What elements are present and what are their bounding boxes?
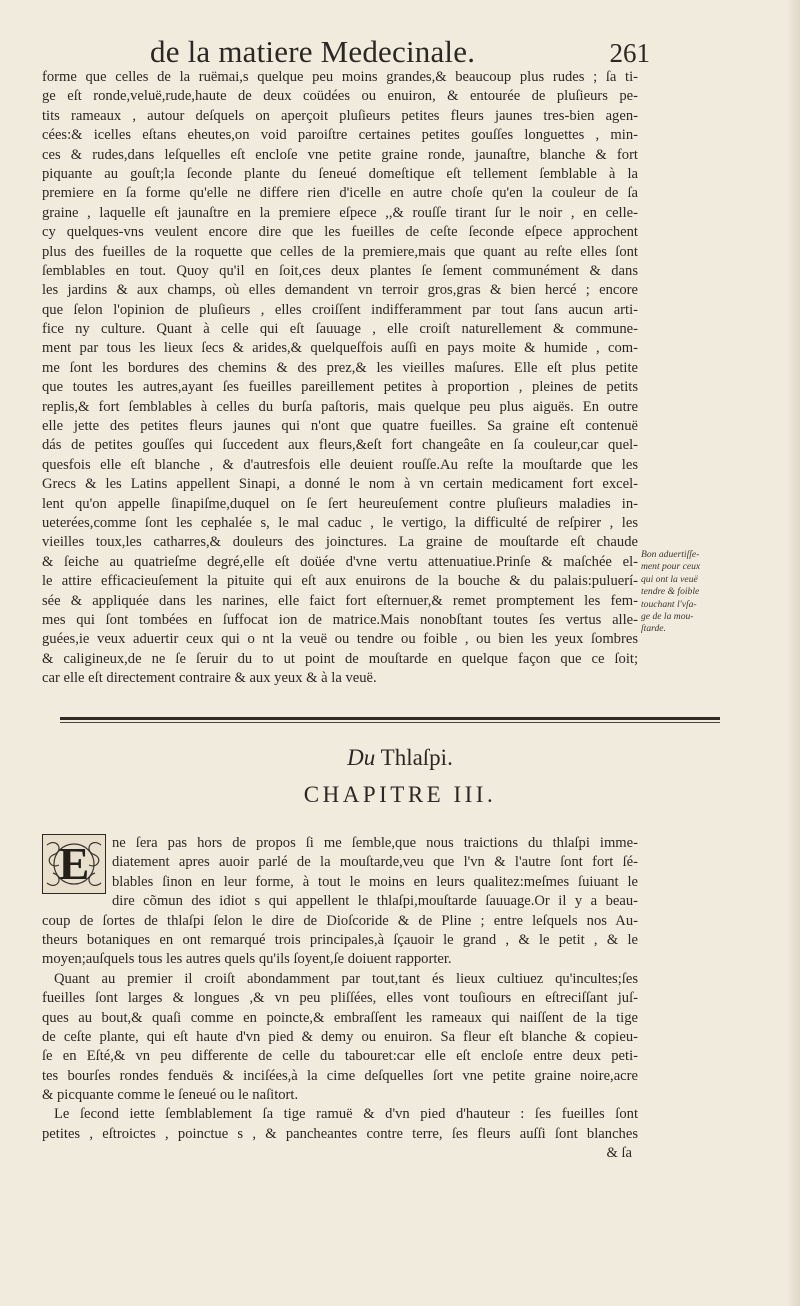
text-line: dire cõmun des idiot s qui appellent le thlaſpi,mouſtarde ſauuage.Or il y a beau- (112, 893, 638, 910)
text-line: ces & rudes,dans leſquelles eſt encloſe vne petite graine ronde, jaunaſtre, blanche & fort (42, 146, 638, 163)
margin-note (641, 549, 721, 636)
text-line: car elle eſt directement contraire & aux yeux & à la veuë. (42, 670, 377, 687)
section-divider (60, 712, 720, 726)
text-line: fice ny culture. Quant à celle qui eſt ſauuage , elle croiſt naturellement & commune- (42, 321, 638, 338)
running-title: de la matiere Medecinale. (150, 34, 476, 69)
margin-note-line: qui ont la veuë (641, 573, 698, 585)
text-line: sée & appliquée dans les narines, elle faict fort eſternuer,& remet promptement les fem- (42, 592, 638, 609)
text-line: vieilles toux,les catharres,& douleurs des joinctures. La graine de mouſtarde eſt chaude (42, 534, 638, 551)
margin-note-line: touchant l'vſa- (641, 598, 697, 610)
divider-thin-rule (60, 722, 720, 723)
text-line: Quant au premier il croiſt abondamment par tout,tant és lieux cultiuez qu'incultes;ſes (54, 970, 638, 987)
margin-note-line: Bon aduertiſſe- (641, 549, 700, 560)
text-line: forme que celles de la ruëmai,s quelque peu moins grandes,& beaucoup plus rudes ; ſa ti- (42, 69, 638, 85)
page-number: 261 (609, 38, 650, 68)
text-line: me ſont les bordures des chemins & des prez,& les vieilles maſures. Elle eſt plus petite (42, 359, 638, 376)
section-title-text: Thlaſpi. (380, 745, 453, 770)
text-line: que ſelon l'opinion de pluſieurs , elles croiſſent indifferamment par tout ſans aucun arti- (42, 301, 638, 318)
margin-note-line: ſtarde. (641, 623, 666, 635)
text-line: graine , laquelle eſt jaunaſtre en la premiere eſpece ,,& rouſſe tirant ſur le noir , en celle- (42, 204, 638, 221)
text-line: piquante au gouſt;la ſeconde plante du ſeneué domeſtique eſt tellement ſemblable à la (42, 165, 638, 182)
text-line: ne ſera pas hors de propos ſi me ſemble,que nous traictions du thlaſpi imme- (112, 835, 638, 851)
page-edge-shadow (786, 0, 800, 1306)
margin-note-line: ge de la mou- (641, 611, 694, 623)
text-line: ſemblables en tout. Quoy qu'il en ſoit,ces deux plantes ſe ſement communément & dans (42, 262, 638, 279)
text-line: lent qu'on appelle ſinapiſme,duquel on ſe ſert heureuſement contre pluſieurs maladies in- (42, 495, 638, 512)
text-line: Le ſecond iette ſemblablement ſa tige ramuë & d'vn pied d'hauteur : ſes fueilles ſont (54, 1106, 638, 1123)
text-line: cy quelques-vns veulent encore dire que les fueilles de ceſte ſeconde eſpece approchent (42, 224, 638, 241)
text-line: le attire efficacieuſement la pituite qui eſt aux enuirons de la bouche & du palais:puluerí- (42, 573, 638, 590)
text-line: plus des fueilles de la roquette que celles de la premiere,mais que quant au reſte elles ſont (42, 243, 638, 260)
text-line: ge eſt ronde,veluë,rude,haute de deux coüdées ou enuiron, & entourée de pluſieurs pe- (42, 88, 638, 105)
text-line: diatement apres auoir parlé de la mouſtarde,veu que l'vn & l'autre ſont fort ſé- (112, 854, 638, 871)
section-title-prefix: Du (347, 745, 376, 770)
text-line: les jardins & aux champs, où elles demandent vn terroir gros,gras & bien hercé ; encore (42, 282, 638, 299)
text-line: ment par tous les lieux ſecs & arides,& quelqueſfois auſſi en pays moite & humide , com- (42, 340, 638, 357)
text-line: quesfois elle eſt blanche , & d'autresfois elle deuient rouſſe.Au reſte la mouſtarde que les (42, 456, 638, 473)
text-line: petites , eſtroictes , poinctue s , & pancheantes contre terre, ſes fleurs auſſi ſont blanches (42, 1125, 638, 1142)
text-line: ques au bout,& quaſi comme en poincte,& embraſſent les rameaux qui naiſſent de la tige (42, 1009, 638, 1026)
text-line: elle jette des petites fleurs jaunes qui n'ont que quatre fueilles. Sa graine eſt contenuë (42, 418, 638, 435)
text-line: fueilles ſont larges & longues ,& vn peu pliſſées, elles vont touſiours en eſtreciſſant juſ- (42, 990, 638, 1007)
text-line: dás de petites gouſſes qui ſuccedent aux fleurs,&eſt fort changeâte en ſa couleur,car quel- (42, 437, 638, 454)
catchword: & ſa (606, 1145, 632, 1162)
text-line: cées:& icelles eſtans eheutes,on void paroiſtre certaines petites gouſſes longuettes , min- (42, 127, 638, 144)
text-line: premiere en ſa forme qu'elle ne differe rien d'icelle en autre choſe qu'en la couleur de ſa (42, 185, 638, 202)
text-line: de ceſte plante, qui eſt haute d'vn pied & demy ou enuiron. Sa fleur eſt blanche & copieu- (42, 1028, 638, 1045)
body-text-chapter (42, 834, 638, 1164)
text-line: mes qui ſont tombées en ſuffocat ion de matrice.Mais nonobſtant toutes ſes vertus alle- (42, 611, 638, 628)
text-line: tits rameaux , autour deſquels on aperçoit pluſieurs petites fleurs jaunes tres-bien agen- (42, 107, 638, 124)
body-text-top (42, 68, 638, 689)
text-line: tes bourſes rondes fenduës & inciſées,à la cime deſquelles ſort vne petite graine noire,acre (42, 1067, 638, 1084)
chapter-heading: CHAPITRE III. (303, 782, 497, 807)
text-line: ueterées,comme ſont les cephalée s, le mal caduc , le vertigo, la difficulté de reſpirer , les (42, 514, 638, 531)
text-line: replis,& fort ſemblables à celles du burſa paſtoris, mais quelque peu plus aiguës. En outre (42, 398, 638, 415)
margin-note-line: tendre & foible (641, 586, 700, 598)
text-line: theurs botaniques en ont remarqué trois principales,à ſçauoir le grand , & le petit , & le (42, 931, 638, 948)
text-line: & ſeiche au quatrieſme degré,elle eſt doüée d'vne vertu attenuatiue.Prinſe & maſchée el- (42, 553, 638, 570)
text-line: moyen;auſquels tous les autres quels qu'ils ſoyent,ſe doiuent rapporter. (42, 951, 452, 968)
divider-thick-rule (60, 717, 720, 720)
text-line: coup de ſortes de thlaſpi ſelon le dire de Dioſcoride & de Pline ; entre leſquels nos Au- (42, 912, 638, 929)
text-line: guées,ie veux aduertir ceux qui o nt la veuë ou tendre ou foible , ou bien les yeux ſombres (42, 631, 638, 648)
margin-note-line: ment pour ceux (641, 561, 701, 573)
text-line: que toutes les autres,ayant ſes fueilles pareillement petites à proportion , pleines de petits (42, 379, 638, 396)
text-line: & picquante comme le ſeneué ou le naſitort. (42, 1087, 299, 1104)
drop-cap-letter: E (58, 838, 90, 889)
text-line: & caligineux,de ne ſe ſeruir du to ut point de mouſtarde en quelque façon que ce ſoit; (42, 650, 638, 667)
section-title (0, 745, 800, 771)
text-line: Grecs & les Latins appellent Sinapi, a donné le nom à vn certain medicament fort excel- (42, 476, 638, 493)
text-line: blables ſinon en leur forme, à tout le moins en leurs qualitez:meſmes ſuiuant le (112, 873, 638, 890)
text-line: ſe en Eſté,& vn peu differente de celle du tabouret:car elle eſt encloſe entre deux peti- (42, 1048, 638, 1065)
